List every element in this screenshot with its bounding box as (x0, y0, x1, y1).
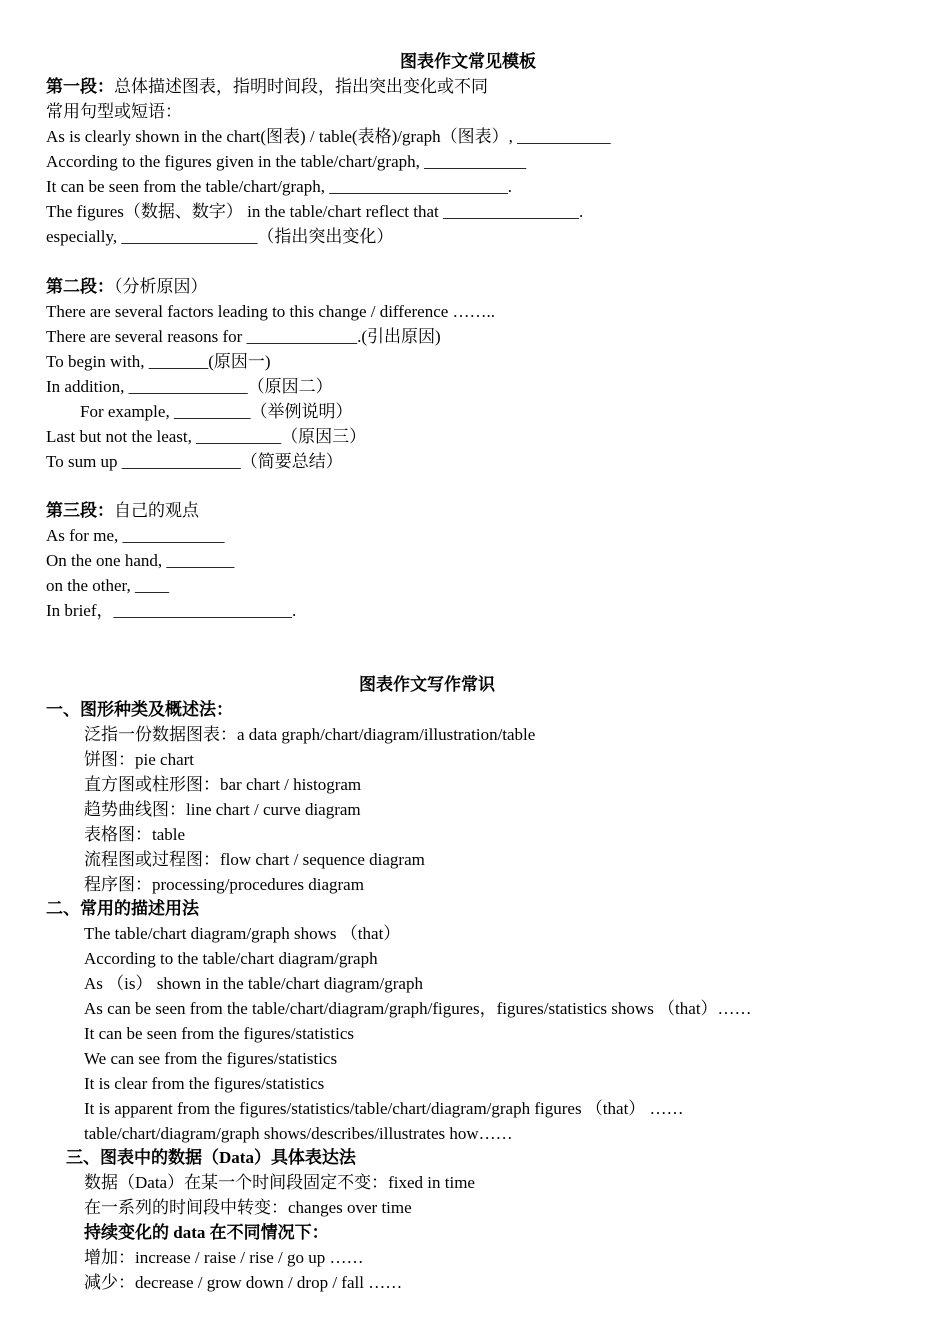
section2-heading (46, 277, 208, 297)
list-item: 在一系列的时间段中转变：changes over time (84, 1198, 412, 1217)
section2-heading-label: 第二段： (46, 277, 114, 296)
list-item: 泛指一份数据图表：a data graph/chart/diagram/illustration/table (84, 725, 536, 744)
section3-heading-text: 自己的观点 (114, 501, 199, 520)
part1-heading: 一、图形种类及概述法： (46, 700, 233, 719)
list-item: 增加：increase / raise / rise / go up …… (84, 1248, 364, 1267)
list-item: It can be seen from the figures/statistics (84, 1024, 355, 1043)
template-line: As for me, ____________ (46, 526, 225, 545)
template-line: on the other, ____ (46, 576, 170, 595)
list-item: It is apparent from the figures/statistics/table/chart/diagram/graph figures （that） …… (84, 1099, 684, 1118)
section3-heading (46, 501, 199, 521)
part3-heading: 三、图表中的数据（Data）具体表达法 (66, 1148, 356, 1167)
list-item: 饼图：pie chart (84, 750, 194, 769)
list-item: The table/chart diagram/graph shows （that） (84, 924, 401, 943)
section1-heading-text: 总体描述图表，指明时间段，指出突出变化或不同 (114, 77, 488, 96)
list-item: 程序图：processing/procedures diagram (84, 875, 364, 894)
part3-subheading: 持续变化的 data 在不同情况下： (84, 1223, 329, 1242)
list-item: According to the table/chart diagram/graph (84, 949, 378, 968)
list-item: 直方图或柱形图：bar chart / histogram (84, 775, 362, 794)
template-line: It can be seen from the table/chart/graph, _____________________. (46, 177, 512, 196)
section1-heading-label: 第一段： (46, 77, 114, 96)
list-item: 流程图或过程图：flow chart / sequence diagram (84, 850, 425, 869)
template-line: In brief，_____________________. (46, 601, 297, 620)
section1-heading (46, 77, 488, 97)
part2-heading: 二、常用的描述用法 (46, 899, 199, 918)
template-line: To begin with, _______(原因一) (46, 352, 271, 371)
template-line: especially, ________________（指出突出变化） (46, 227, 394, 246)
section2-heading-text: （分析原因） (114, 277, 208, 296)
template-line: There are several factors leading to this change / difference …….. (46, 302, 496, 321)
list-item: We can see from the figures/statistics (84, 1049, 338, 1068)
template-line: In addition, ______________（原因二） (46, 377, 333, 396)
template-line: The figures（数据、数字） in the table/chart reflect that ________________. (46, 202, 584, 221)
template-line: There are several reasons for _____________.(引出原因) (46, 327, 441, 346)
list-item: table/chart/diagram/graph shows/describes/illustrates how…… (84, 1124, 513, 1143)
section-title: 图表作文写作常识 (359, 675, 495, 694)
template-line: As is clearly shown in the chart(图表) / table(表格)/graph（图表）, ___________ (46, 127, 611, 146)
list-item: It is clear from the figures/statistics (84, 1074, 325, 1093)
list-item: As can be seen from the table/chart/diagram/graph/figures，figures/statistics shows （that）…… (84, 999, 752, 1018)
section3-heading-label: 第三段： (46, 501, 114, 520)
list-item: 数据（Data）在某一个时间段固定不变：fixed in time (84, 1173, 475, 1192)
template-line: On the one hand, ________ (46, 551, 235, 570)
list-item: 趋势曲线图：line chart / curve diagram (84, 800, 361, 819)
template-line: Last but not the least, __________（原因三） (46, 427, 367, 446)
list-item: 减少：decrease / grow down / drop / fall …… (84, 1273, 403, 1292)
page-title: 图表作文常见模板 (400, 52, 536, 71)
template-line: According to the figures given in the table/chart/graph, ____________ (46, 152, 527, 171)
list-item: As （is） shown in the table/chart diagram/graph (84, 974, 423, 993)
template-line: For example, _________（举例说明） (80, 402, 353, 421)
template-line: To sum up ______________（简要总结） (46, 452, 343, 471)
list-item: 表格图：table (84, 825, 186, 844)
section1-intro: 常用句型或短语： (46, 102, 182, 121)
